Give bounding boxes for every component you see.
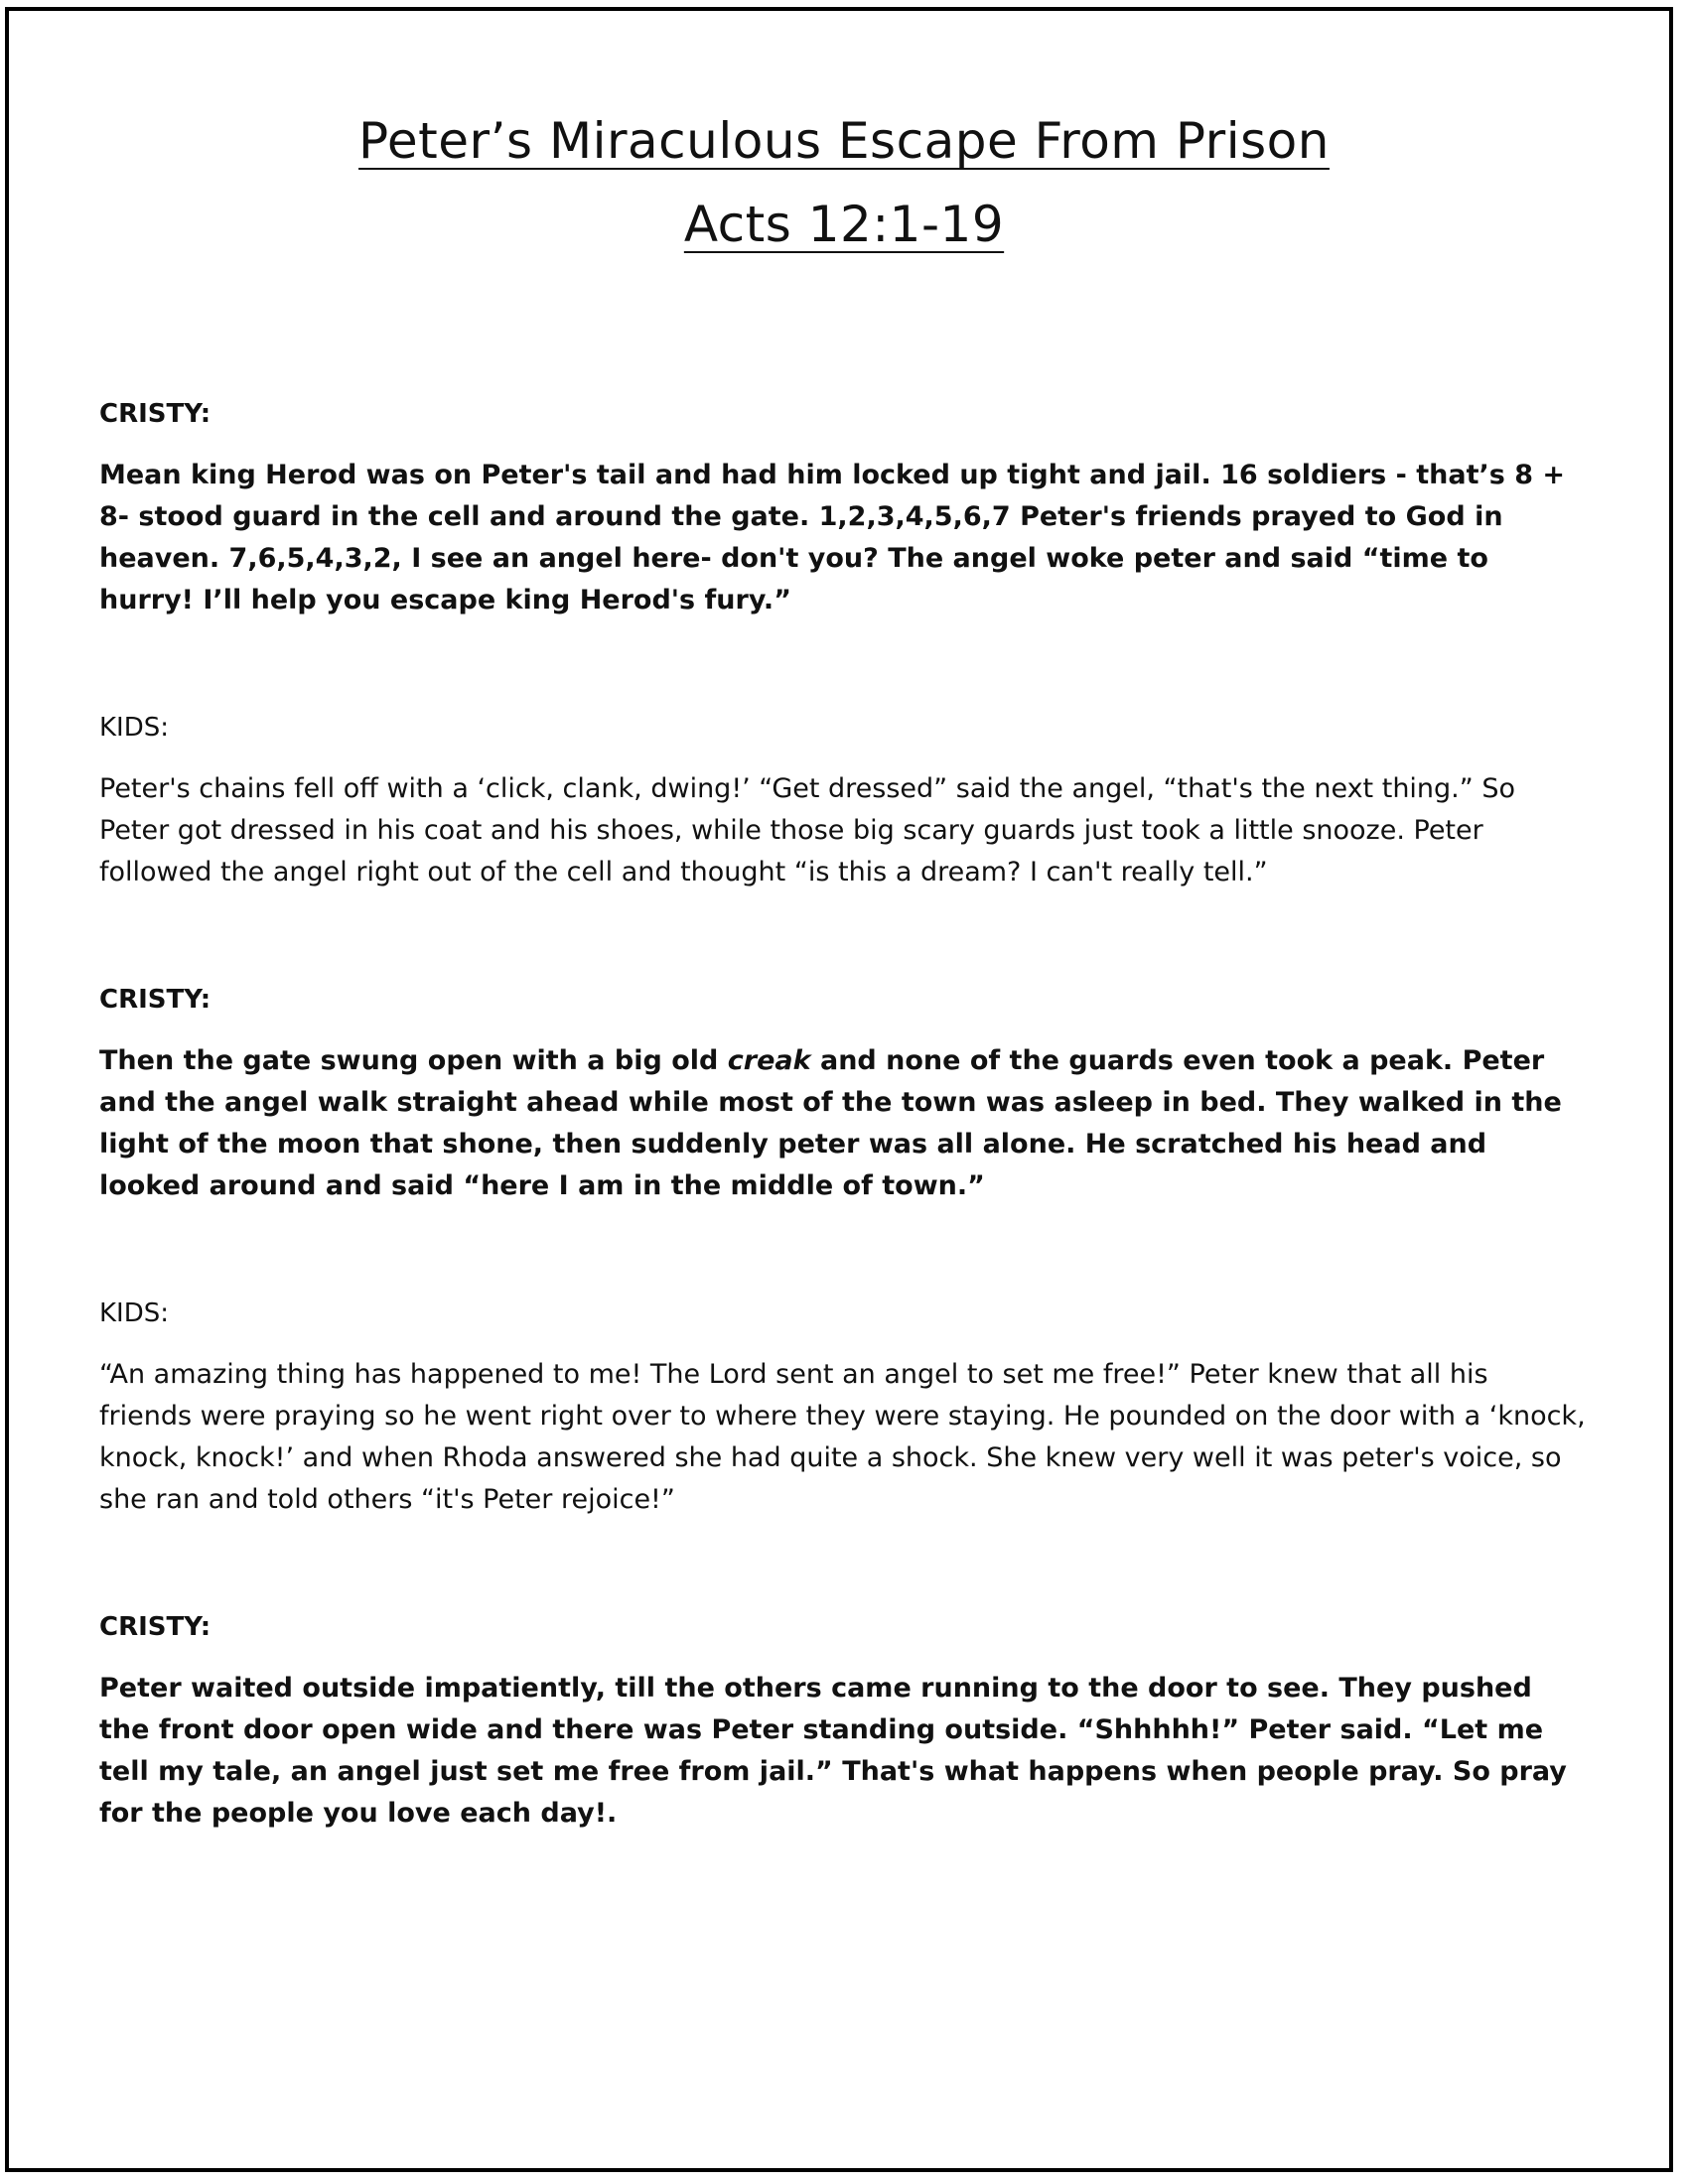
section-gap [99,893,1589,979]
speaker-label: CRISTY: [99,985,211,1015]
text-before-emphasis: Then the gate swung open with a big old [99,1045,728,1076]
section-gap [99,621,1589,707]
title-block [0,99,1688,266]
speaker-label: CRISTY: [99,1612,211,1642]
section-text: Peter waited outside impatiently, till the others came running to the door to see. They pushed the front door open wide and there was Peter standing outside. “Shhhhh!” Peter said. “Let me tell my tale, an angel just set me free from jail.” That's what happens when people pray. So pray for the people you love each day!. [99,1673,1567,1829]
section-text [99,1040,1589,1207]
section-kids-2 [99,1293,1589,1521]
speaker-label: KIDS: [99,713,170,743]
section-text: Mean king Herod was on Peter's tail and had him locked up tight and jail. 16 soldiers - that’s 8 + 8- stood guard in the cell and around the gate. 1,2,3,4,5,6,7 Peter's friends prayed to God in heaven. 7,6,5,4,3,2, I see an angel here- don't you? The angel woke peter and said “time to hurry! I’ll help you escape king Herod's fury.” [99,460,1566,615]
section-cristy-3 [99,1606,1589,1835]
section-text: Peter's chains fell off with a ‘click, clank, dwing!’ “Get dressed” said the angel, “that's the next thing.” So Peter got dressed in his coat and his shoes, while those big scary guards just took a little snooze. Peter followed the angel right out of the cell and thought “is this a dream? I can't really tell.” [99,773,1515,887]
section-kids-1 [99,707,1589,893]
text-after-emphasis: and none of the guards even took a peak. Peter and the angel walk straight ahead while most of the town was asleep in bed. They walked in the light of the moon that shone, then suddenly peter was all alone. He scratched his head and looked around and said “here I am in the middle of town.” [99,1045,1562,1201]
section-cristy-1 [99,393,1589,621]
emphasized-word: creak [727,1045,811,1076]
speaker-label: KIDS: [99,1298,170,1328]
scripture-reference: Acts 12:1-19 [683,196,1005,253]
section-gap [99,1521,1589,1606]
section-text: “An amazing thing has happened to me! The Lord sent an angel to set me free!” Peter knew that all his friends were praying so he went right over to where they were staying. He pounded on the door with a ‘knock, knock, knock!’ and when Rhoda answered she had quite a shock. She knew very well it was peter's voice, so she ran and told others “it's Peter rejoice!” [99,1359,1586,1515]
section-cristy-2 [99,979,1589,1207]
script-content [99,393,1589,1835]
page-title: Peter’s Miraculous Escape From Prison [358,112,1330,170]
speaker-label: CRISTY: [99,399,211,429]
section-gap [99,1207,1589,1293]
